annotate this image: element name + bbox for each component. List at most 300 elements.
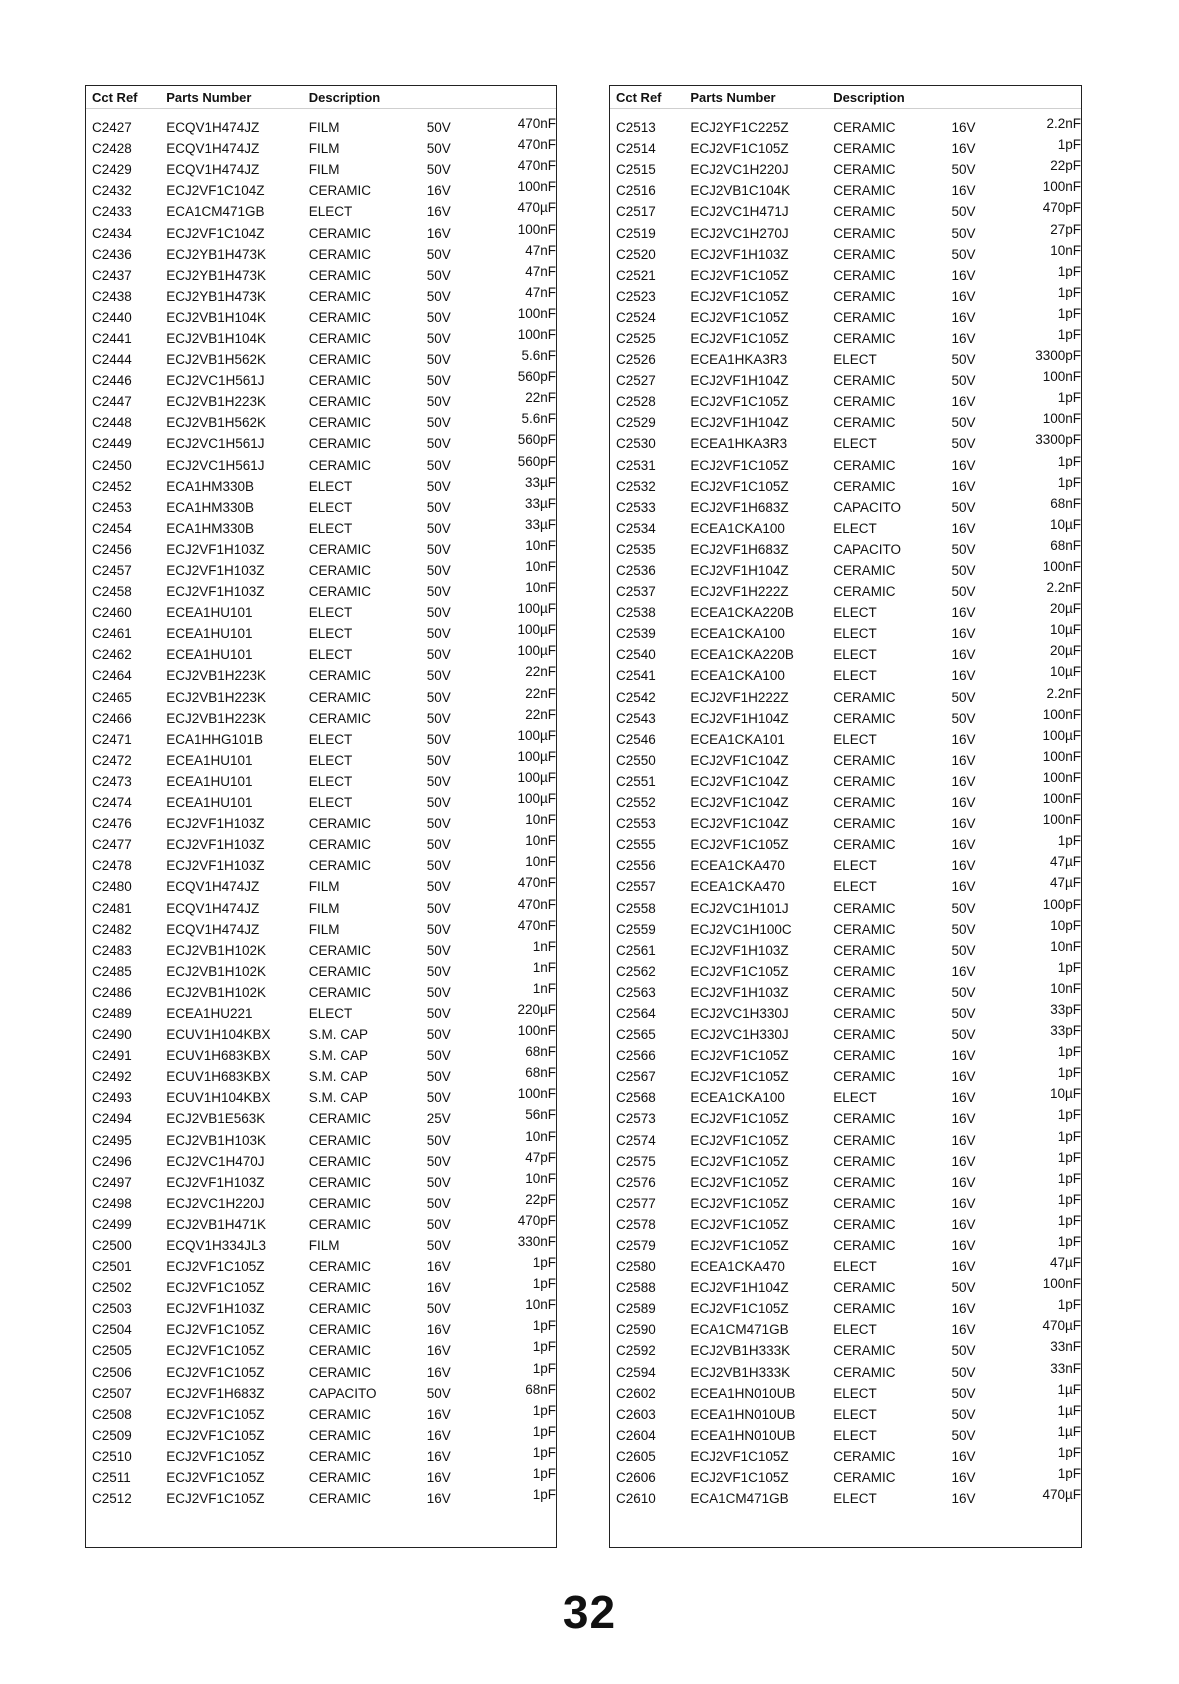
value-cell: 100µF [517, 769, 556, 785]
cct-ref-cell: C2434 [92, 225, 132, 241]
value-cell: 1pF [1057, 305, 1081, 321]
voltage-cell: 16V [951, 605, 976, 621]
description-cell: CERAMIC [833, 415, 896, 431]
parts-number-cell: ECEA1HU101 [166, 773, 253, 789]
parts-number-cell: ECEA1CKA100 [690, 520, 785, 536]
description-cell: ELECT [308, 605, 353, 621]
parts-number-cell: ECJ2VF1C105Z [166, 1491, 265, 1507]
description-cell: CERAMIC [308, 309, 371, 325]
cct-ref-cell: C2543 [616, 710, 656, 726]
description-cell: CERAMIC [833, 900, 896, 916]
cct-ref-cell: C2512 [92, 1491, 132, 1507]
table-row [610, 1003, 1081, 1024]
description-cell: CERAMIC [308, 541, 371, 557]
voltage-cell: 16V [951, 1301, 976, 1317]
voltage-cell: 16V [951, 1069, 976, 1085]
header-parts-number: Parts Number [166, 86, 309, 109]
table-row [610, 623, 1081, 644]
description-cell: CERAMIC [308, 183, 371, 199]
value-cell: 5.6nF [521, 411, 556, 427]
cct-ref-cell: C2494 [92, 1111, 132, 1127]
parts-number-cell: ECJ2VC1H330J [690, 1005, 789, 1021]
table-row [86, 1404, 556, 1425]
table-row [86, 1024, 556, 1045]
voltage-cell: 16V [951, 478, 976, 494]
table-row [86, 940, 556, 961]
description-cell: CERAMIC [833, 1238, 896, 1254]
table-row [86, 328, 556, 349]
description-cell: CERAMIC [308, 1491, 371, 1507]
parts-number-cell: ECJ2VF1H103Z [690, 246, 789, 262]
description-cell: CERAMIC [833, 478, 896, 494]
description-cell: CERAMIC [308, 816, 371, 832]
table-row [86, 1488, 556, 1509]
value-cell: 1pF [1057, 1149, 1081, 1165]
cct-ref-cell: C2525 [616, 330, 656, 346]
value-cell: 68nF [1050, 495, 1081, 511]
parts-number-cell: ECJ2VF1C105Z [166, 1322, 265, 1338]
cct-ref-cell: C2482 [92, 921, 132, 937]
parts-number-cell: ECEA1CKA101 [690, 731, 785, 747]
table-row [610, 961, 1081, 982]
description-cell: ELECT [308, 773, 353, 789]
voltage-cell: 50V [426, 921, 451, 937]
parts-number-cell: ECJ2VC1H330J [690, 1027, 789, 1043]
description-cell: CERAMIC [833, 795, 896, 811]
voltage-cell: 50V [951, 584, 976, 600]
cct-ref-cell: C2573 [616, 1111, 656, 1127]
table-row [86, 370, 556, 391]
voltage-cell: 50V [426, 626, 451, 642]
parts-number-cell: ECA1HHG101B [166, 731, 263, 747]
description-cell: CERAMIC [833, 1280, 896, 1296]
parts-number-cell: ECJ2VF1C105Z [166, 1259, 265, 1275]
voltage-cell: 50V [426, 373, 451, 389]
voltage-cell: 50V [426, 1027, 451, 1043]
table-row [610, 497, 1081, 518]
parts-number-cell: ECJ2VF1C104Z [690, 752, 789, 768]
voltage-cell: 50V [426, 984, 451, 1000]
value-cell: 1pF [532, 1318, 556, 1334]
description-cell: CERAMIC [308, 563, 371, 579]
parts-number-cell: ECJ2VF1C104Z [690, 816, 789, 832]
voltage-cell: 16V [951, 330, 976, 346]
description-cell: CERAMIC [308, 858, 371, 874]
value-cell: 1pF [532, 1360, 556, 1376]
voltage-cell: 16V [951, 288, 976, 304]
cct-ref-cell: C2539 [616, 626, 656, 642]
parts-table-right [609, 85, 1082, 1548]
voltage-cell: 16V [951, 120, 976, 136]
value-cell: 10µF [1049, 516, 1081, 532]
cct-ref-cell: C2444 [92, 352, 132, 368]
voltage-cell: 50V [426, 858, 451, 874]
table-row [610, 1130, 1081, 1151]
parts-number-cell: ECJ2VF1C105Z [690, 267, 789, 283]
parts-number-cell: ECJ2VC1H220J [690, 162, 789, 178]
value-cell: 68nF [525, 1381, 556, 1397]
value-cell: 20µF [1049, 643, 1081, 659]
description-cell: S.M. CAP [308, 1090, 368, 1106]
description-cell: ELECT [833, 668, 877, 684]
table-row [86, 750, 556, 771]
voltage-cell: 50V [426, 563, 451, 579]
value-cell: 2.2nF [1046, 580, 1081, 596]
table-row [610, 539, 1081, 560]
value-cell: 47nF [525, 263, 556, 279]
parts-number-cell: ECUV1H104KBX [166, 1027, 271, 1043]
value-cell: 470pF [1042, 200, 1081, 216]
parts-number-cell: ECA1HM330B [166, 520, 254, 536]
table-row [86, 349, 556, 370]
voltage-cell: 50V [426, 942, 451, 958]
parts-number-cell: ECJ2VF1C105Z [690, 1448, 789, 1464]
table-row [86, 1383, 556, 1404]
description-cell: CERAMIC [308, 267, 371, 283]
cct-ref-cell: C2541 [616, 668, 656, 684]
description-cell: CERAMIC [833, 1111, 896, 1127]
voltage-cell: 25V [426, 1111, 451, 1127]
table-row [610, 159, 1081, 180]
description-cell: CERAMIC [833, 752, 896, 768]
value-cell: 10nF [1050, 938, 1081, 954]
cct-ref-cell: C2446 [92, 373, 132, 389]
parts-number-cell: ECJ2VF1C105Z [690, 1195, 789, 1211]
cct-ref-cell: C2514 [616, 141, 656, 157]
cct-ref-cell: C2555 [616, 837, 656, 853]
parts-number-cell: ECJ2VF1H683Z [690, 541, 789, 557]
description-cell: CERAMIC [308, 584, 371, 600]
parts-number-cell: ECEA1CKA470 [690, 879, 785, 895]
table-row [610, 1446, 1081, 1467]
description-cell: CERAMIC [833, 963, 896, 979]
parts-number-cell: ECJ2VB1H223K [166, 689, 266, 705]
table-row [86, 834, 556, 855]
parts-number-cell: ECEA1CKA100 [690, 668, 785, 684]
value-cell: 33nF [1050, 1360, 1081, 1376]
parts-number-cell: ECJ2VF1C105Z [166, 1364, 265, 1380]
table-row [86, 919, 556, 940]
cct-ref-cell: C2524 [616, 309, 656, 325]
voltage-cell: 50V [426, 605, 451, 621]
voltage-cell: 16V [951, 1153, 976, 1169]
voltage-cell: 16V [951, 1132, 976, 1148]
value-cell: 22nF [525, 664, 556, 680]
voltage-cell: 16V [951, 816, 976, 832]
parts-number-cell: ECJ2VC1H561J [166, 436, 265, 452]
cct-ref-cell: C2535 [616, 541, 656, 557]
table-row [86, 1172, 556, 1193]
description-cell: ELECT [833, 605, 877, 621]
voltage-cell: 16V [426, 225, 451, 241]
table-row [610, 307, 1081, 328]
cct-ref-cell: C2465 [92, 689, 132, 705]
parts-number-cell: ECJ2VF1C105Z [166, 1448, 265, 1464]
table-row [610, 138, 1081, 159]
voltage-cell: 16V [951, 1195, 976, 1211]
cct-ref-cell: C2441 [92, 330, 132, 346]
parts-number-cell: ECEA1HU101 [166, 626, 253, 642]
value-cell: 1nF [532, 959, 556, 975]
value-cell: 10pF [1050, 917, 1081, 933]
cct-ref-cell: C2499 [92, 1216, 132, 1232]
value-cell: 47pF [525, 1149, 556, 1165]
parts-number-cell: ECA1CM471GB [166, 204, 265, 220]
voltage-cell: 16V [951, 1448, 976, 1464]
description-cell: ELECT [308, 626, 353, 642]
parts-number-cell: ECJ2VF1H103Z [166, 837, 265, 853]
voltage-cell: 16V [951, 1174, 976, 1190]
value-cell: 470µF [1042, 1318, 1081, 1334]
table-row [86, 138, 556, 159]
table-row [610, 665, 1081, 686]
voltage-cell: 16V [426, 1364, 451, 1380]
cct-ref-cell: C2531 [616, 457, 656, 473]
value-cell: 100µF [1042, 727, 1081, 743]
table-row [610, 518, 1081, 539]
voltage-cell: 50V [951, 499, 976, 515]
value-cell: 68nF [525, 1044, 556, 1060]
table-row [86, 1087, 556, 1108]
value-cell: 2.2nF [1046, 116, 1081, 132]
voltage-cell: 50V [951, 900, 976, 916]
cct-ref-cell: C2505 [92, 1343, 132, 1359]
description-cell: ELECT [833, 1259, 877, 1275]
description-cell: ELECT [308, 752, 353, 768]
description-cell: CERAMIC [308, 394, 371, 410]
description-cell: CERAMIC [833, 1005, 896, 1021]
description-cell: CERAMIC [308, 689, 371, 705]
description-cell: ELECT [833, 1322, 877, 1338]
cct-ref-cell: C2592 [616, 1343, 656, 1359]
cct-ref-cell: C2527 [616, 373, 656, 389]
value-cell: 1pF [1057, 1170, 1081, 1186]
table-row [610, 982, 1081, 1003]
cct-ref-cell: C2440 [92, 309, 132, 325]
value-cell: 1pF [1057, 263, 1081, 279]
parts-number-cell: ECJ2VF1H103Z [166, 584, 265, 600]
table-row [610, 1108, 1081, 1129]
value-cell: 33µF [524, 495, 556, 511]
value-cell: 1pF [1057, 1444, 1081, 1460]
voltage-cell: 50V [951, 1005, 976, 1021]
voltage-cell: 50V [426, 499, 451, 515]
value-cell: 2.2nF [1046, 685, 1081, 701]
table-row [610, 1024, 1081, 1045]
table-row [610, 1404, 1081, 1425]
cct-ref-cell: C2502 [92, 1280, 132, 1296]
voltage-cell: 50V [426, 267, 451, 283]
cct-ref-cell: C2481 [92, 900, 132, 916]
description-cell: CERAMIC [833, 921, 896, 937]
parts-number-cell: ECJ2VF1H683Z [166, 1385, 265, 1401]
parts-number-cell: ECA1HM330B [166, 478, 254, 494]
cct-ref-cell: C2511 [92, 1470, 131, 1486]
value-cell: 1pF [1057, 1044, 1081, 1060]
description-cell: CERAMIC [833, 1470, 896, 1486]
value-cell: 33µF [524, 474, 556, 490]
cct-ref-cell: C2509 [92, 1427, 132, 1443]
voltage-cell: 16V [426, 1280, 451, 1296]
voltage-cell: 50V [426, 120, 451, 136]
table-row [86, 1319, 556, 1340]
voltage-cell: 50V [426, 541, 451, 557]
description-cell: CERAMIC [833, 1069, 896, 1085]
parts-number-cell: ECJ2VF1H103Z [166, 858, 265, 874]
cct-ref-cell: C2580 [616, 1259, 656, 1275]
cct-ref-cell: C2589 [616, 1301, 656, 1317]
cct-ref-cell: C2492 [92, 1069, 132, 1085]
value-cell: 1pF [1057, 1297, 1081, 1313]
cct-ref-cell: C2538 [616, 605, 656, 621]
description-cell: ELECT [308, 499, 353, 515]
header-description: Description [833, 86, 951, 109]
table-row [86, 1130, 556, 1151]
voltage-cell: 50V [426, 668, 451, 684]
voltage-cell: 16V [951, 963, 976, 979]
table-row [86, 1151, 556, 1172]
description-cell: CERAMIC [308, 1195, 371, 1211]
parts-number-cell: ECJ2VB1H104K [166, 309, 266, 325]
value-cell: 470nF [517, 875, 556, 891]
cct-ref-cell: C2516 [616, 183, 656, 199]
parts-number-cell: ECJ2VF1C105Z [690, 1470, 789, 1486]
cct-ref-cell: C2517 [616, 204, 656, 220]
description-cell: CERAMIC [308, 942, 371, 958]
table-row [86, 1298, 556, 1319]
parts-number-cell: ECJ2VF1C104Z [166, 183, 265, 199]
cct-ref-cell: C2466 [92, 710, 132, 726]
value-cell: 47nF [525, 242, 556, 258]
cct-ref-cell: C2500 [92, 1238, 132, 1254]
table-row [610, 455, 1081, 476]
parts-number-cell: ECA1HM330B [166, 499, 254, 515]
value-cell: 330nF [517, 1234, 556, 1250]
value-cell: 10nF [525, 1170, 556, 1186]
voltage-cell: 50V [426, 141, 451, 157]
description-cell: ELECT [308, 731, 353, 747]
table-row [86, 1340, 556, 1361]
table-row [610, 391, 1081, 412]
value-cell: 100nF [517, 305, 556, 321]
description-cell: CERAMIC [308, 330, 371, 346]
description-cell: CERAMIC [308, 457, 371, 473]
description-cell: CERAMIC [308, 1153, 371, 1169]
cct-ref-cell: C2604 [616, 1427, 656, 1443]
table-row [86, 1256, 556, 1277]
voltage-cell: 50V [426, 246, 451, 262]
value-cell: 1µF [1057, 1381, 1081, 1397]
cct-ref-cell: C2594 [616, 1364, 656, 1380]
cct-ref-cell: C2438 [92, 288, 132, 304]
value-cell: 470pF [517, 1212, 556, 1228]
parts-number-cell: ECJ2VF1C105Z [690, 963, 789, 979]
table-row [610, 729, 1081, 750]
cct-ref-cell: C2456 [92, 541, 132, 557]
value-cell: 33µF [524, 516, 556, 532]
table-header-row [86, 86, 556, 109]
table-row [86, 876, 556, 897]
parts-number-cell: ECJ2VC1H220J [166, 1195, 265, 1211]
value-cell: 10nF [525, 1297, 556, 1313]
parts-number-cell: ECUV1H683KBX [166, 1048, 271, 1064]
description-cell: ELECT [833, 436, 877, 452]
cct-ref-cell: C2477 [92, 837, 132, 853]
value-cell: 100nF [1042, 769, 1081, 785]
value-cell: 10nF [525, 833, 556, 849]
voltage-cell: 16V [951, 858, 976, 874]
table-row [86, 286, 556, 307]
table-row [86, 539, 556, 560]
voltage-cell: 16V [951, 731, 976, 747]
header-voltage [427, 86, 487, 109]
table-row [86, 159, 556, 180]
description-cell: CERAMIC [833, 1132, 896, 1148]
value-cell: 100µF [517, 622, 556, 638]
voltage-cell: 50V [951, 415, 976, 431]
parts-number-cell: ECJ2VF1C105Z [690, 837, 789, 853]
table-row [86, 687, 556, 708]
value-cell: 220µF [517, 1001, 556, 1017]
cct-ref-cell: C2565 [616, 1027, 656, 1043]
parts-number-cell: ECJ2VF1C105Z [690, 1216, 789, 1232]
table-row [86, 476, 556, 497]
value-cell: 1pF [1057, 1466, 1081, 1482]
value-cell: 100nF [1042, 369, 1081, 385]
cct-ref-cell: C2448 [92, 415, 132, 431]
cct-ref-cell: C2602 [616, 1385, 656, 1401]
voltage-cell: 16V [951, 183, 976, 199]
parts-number-cell: ECJ2VF1C105Z [166, 1470, 265, 1486]
table-row [610, 180, 1081, 201]
table-row [610, 940, 1081, 961]
parts-number-cell: ECQV1H474JZ [166, 921, 260, 937]
cct-ref-cell: C2491 [92, 1048, 132, 1064]
voltage-cell: 50V [426, 330, 451, 346]
cct-ref-cell: C2533 [616, 499, 656, 515]
header-parts-number: Parts Number [690, 86, 833, 109]
parts-number-cell: ECJ2VF1H222Z [690, 689, 789, 705]
value-cell: 1nF [532, 938, 556, 954]
cct-ref-cell: C2480 [92, 879, 132, 895]
voltage-cell: 50V [426, 900, 451, 916]
description-cell: CERAMIC [833, 309, 896, 325]
cct-ref-cell: C2606 [616, 1470, 656, 1486]
cct-ref-cell: C2504 [92, 1322, 132, 1338]
description-cell: CERAMIC [308, 984, 371, 1000]
voltage-cell: 16V [951, 647, 976, 663]
description-cell: CERAMIC [308, 1259, 371, 1275]
parts-number-cell: ECJ2VF1C105Z [690, 330, 789, 346]
cct-ref-cell: C2575 [616, 1153, 656, 1169]
table-row [86, 602, 556, 623]
table-row [610, 286, 1081, 307]
parts-number-cell: ECQV1H474JZ [166, 141, 260, 157]
cct-ref-cell: C2437 [92, 267, 132, 283]
voltage-cell: 16V [951, 1111, 976, 1127]
voltage-cell: 50V [951, 921, 976, 937]
value-cell: 1pF [532, 1255, 556, 1271]
parts-number-cell: ECEA1CKA220B [690, 605, 794, 621]
cct-ref-cell: C2567 [616, 1069, 656, 1085]
value-cell: 1µF [1057, 1423, 1081, 1439]
voltage-cell: 50V [426, 584, 451, 600]
cct-ref-cell: C2563 [616, 984, 656, 1000]
cct-ref-cell: C2458 [92, 584, 132, 600]
parts-number-cell: ECJ2YB1H473K [166, 246, 266, 262]
value-cell: 100nF [1042, 791, 1081, 807]
table-row [610, 349, 1081, 370]
